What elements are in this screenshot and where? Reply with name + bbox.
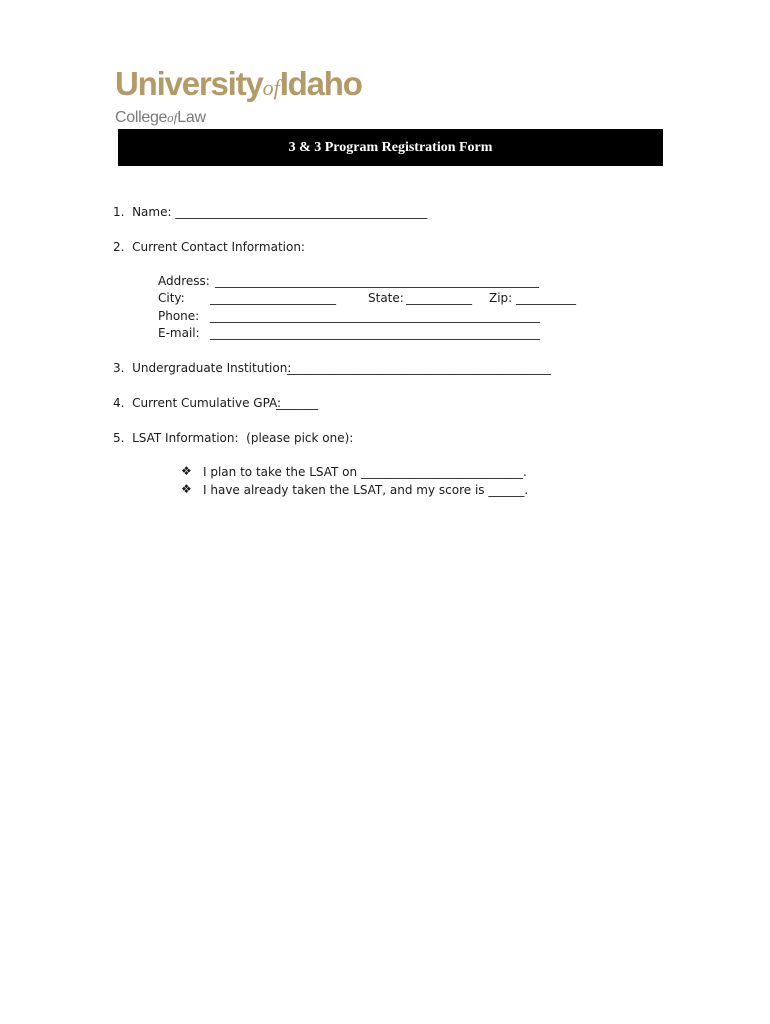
logo-word-idaho: Idaho [279,65,362,102]
logo-word-university: University [115,65,263,102]
undergrad-field[interactable]: ____________________________________________ [287,361,551,375]
lsat-label: 5. LSAT Information: (please pick one): [113,431,354,445]
undergrad-label: 3. Undergraduate Institution: [113,361,292,375]
state-field[interactable]: ___________ [406,291,472,305]
logo-word-law: Law [177,109,206,126]
address-row [158,274,210,288]
lsat-plan-text: I plan to take the LSAT on [203,465,358,479]
state-label: State: [368,291,404,305]
lsat-date-field[interactable]: ___________________________ [360,465,523,479]
question-name [113,205,427,219]
logo-college-of-law [115,108,362,128]
logo-word-college: College [115,109,168,126]
logo-university-idaho [115,64,362,108]
diamond-bullet-icon: ❖ [181,482,192,496]
city-field[interactable]: _____________________ [210,291,336,305]
lsat-score-field[interactable]: ______ [488,483,525,497]
phone-label: Phone: [158,309,200,323]
lsat-taken-text: I have already taken the LSAT, and my score is [203,483,485,497]
phone-field[interactable]: _______________________________________________________ [210,309,540,323]
email-field[interactable]: _______________________________________________________ [210,326,540,340]
gpa-label: 4. Current Cumulative GPA: [113,396,282,410]
lsat-taken-period: . [524,483,529,497]
name-label: 1. Name: [113,205,172,219]
address-field[interactable]: ______________________________________________________ [215,274,539,288]
form-title: 3 & 3 Program Registration Form [288,139,493,155]
zip-label: Zip: [489,291,513,305]
address-label: Address: [158,274,210,288]
lsat-plan-period: . [522,465,527,479]
lsat-option-plan[interactable] [203,465,527,479]
question-contact [113,240,305,254]
name-field[interactable]: __________________________________________ [175,205,428,219]
university-logo [115,64,362,128]
diamond-bullet-icon: ❖ [181,464,192,478]
city-label: City: [158,291,185,305]
form-title-banner [118,129,663,166]
email-label: E-mail: [158,326,200,340]
logo-word-college-of: of [167,110,178,125]
contact-info-label: 2. Current Contact Information: [113,240,305,254]
logo-word-of: of [262,75,280,100]
gpa-field[interactable]: _______ [276,396,318,410]
zip-field[interactable]: __________ [516,291,576,305]
lsat-option-taken[interactable] [203,483,528,497]
